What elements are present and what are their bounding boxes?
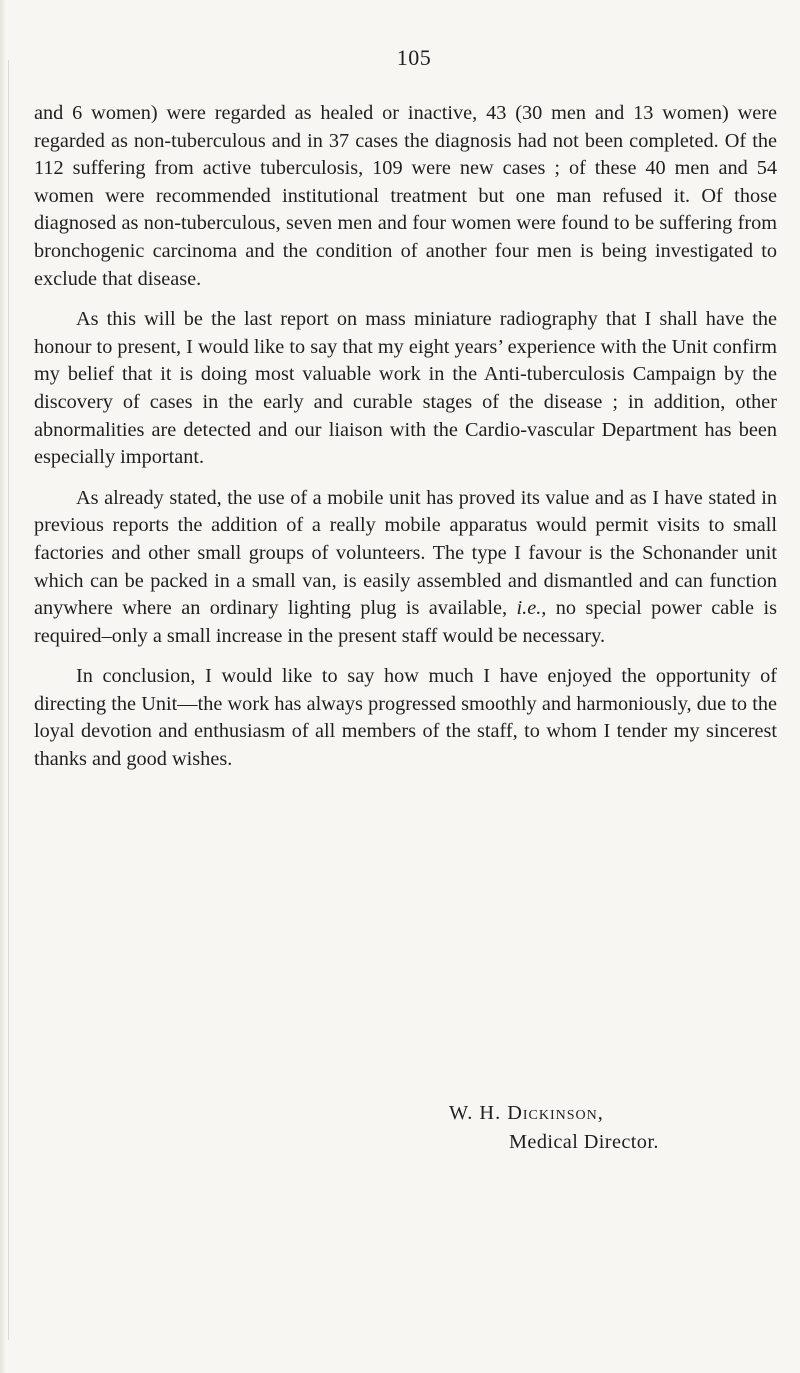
signatory-name: W. H. Dickinson, (449, 1102, 604, 1124)
signatory-title: Medical Director. (509, 1131, 659, 1153)
scan-shadow (0, 0, 6, 1373)
paragraph-mobile-unit: As already stated, the use of a mobile unit has proved its value and as I have stated in previous reports the addition of a really mobile apparatus would permit visits to small factories and other small groups of volunteers. The type I favour is the Schonander unit which can be packed in a small van, is easily assembled and dismantled and can function anywhere where an ordinary lighting plug is available, i.e., no special power cable is required–only a small increase in the present staff would be necessary. (34, 486, 777, 647)
paragraph-continuation: and 6 women) were regarded as healed or inactive, 43 (30 men and 13 women) were regarded as non-tuberculous and in 37 cases the diagnosis had not been completed. Of the 112 suffering from active tuberculosis, 109 were new cases ; of these 40 men and 54 women were recommended institutional treatment but one man refused it. Of those diagnosed as non-tuberculous, seven men and four women were found to be suffering from bronchogenic carcinoma and the condition of another four men is being investigated to exclude that disease. (34, 102, 777, 290)
paragraph-conclusion: In conclusion, I would like to say how much I have enjoyed the opportunity of directing the Unit—the work has always progressed smoothly and harmoniously, due to the loyal devotion and enthusiasm of all members of the staff, to whom I tender my sincerest thanks and good wishes. (34, 665, 777, 771)
paragraph-final-report: As this will be the last report on mass miniature radiography that I shall have the honour to present, I would like to say that my eight years’ experience with the Unit confirm my belief that it is doing most valuable work in the Anti-tuberculosis Campaign by the discovery of cases in the early and curable stages of the disease ; in addition, other abnormalities are detected and our liaison with the Cardio-vascular Department has been especially important. (34, 308, 777, 469)
page-number: 105 (396, 45, 432, 70)
scan-edge-line (8, 60, 9, 1340)
body-text (34, 100, 777, 774)
